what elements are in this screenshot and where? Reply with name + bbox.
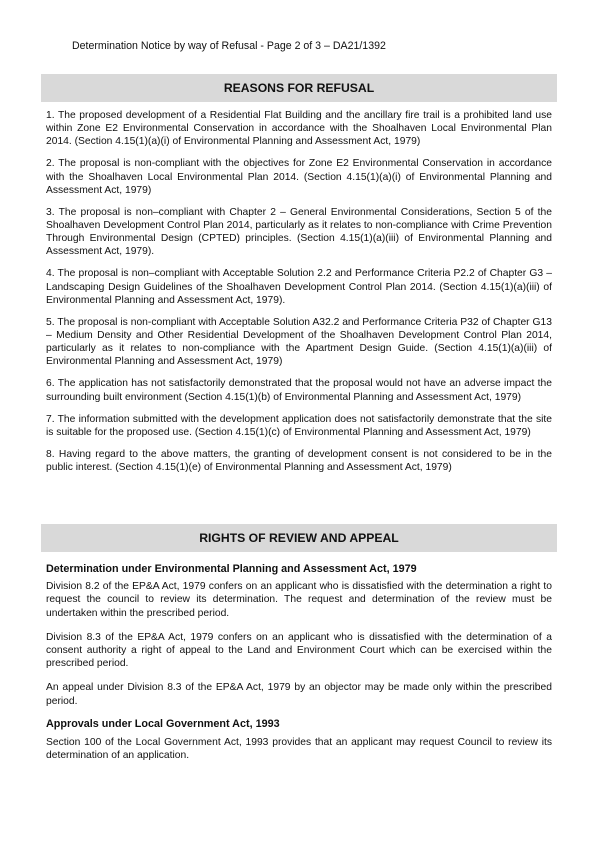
reason-item-8: 8. Having regard to the above matters, the granting of development consent is not considered to be in the public interest. (Section 4.15(1)(e) of Environmental Planning and Assessment Act, 1979)	[46, 448, 552, 474]
rights-title: RIGHTS OF REVIEW AND APPEAL	[199, 531, 399, 545]
lg-act-paragraph-1: Section 100 of the Local Government Act, 1993 provides that an applicant may request Council to review its determination of an application.	[46, 737, 552, 762]
lg-act-heading: Approvals under Local Government Act, 1993	[46, 718, 280, 730]
reason-item-2: 2. The proposal is non-compliant with the objectives for Zone E2 Environmental Conservation in accordance with the Shoalhaven Local Environmental Plan 2014. (Section 4.15(1)(a)(i) of Environmental Planning and Assessment Act, 1979)	[46, 158, 552, 196]
lg-act-section	[46, 718, 552, 763]
reasons-list	[46, 109, 552, 474]
reason-item-3: 3. The proposal is non–compliant with Chapter 2 – General Environmental Considerations, Section 5 of the Shoalhaven Development Control Plan 2014, particularly as it relates to non-compliance with Crime Prevention Through Environmental Design (CPTED) principles. (Section 4.15(1)(a)(iii) of Environmental Planning and Assessment Act, 1979).	[46, 206, 552, 258]
ep-act-paragraph-1: Division 8.2 of the EP&A Act, 1979 confers on an applicant who is dissatisfied with the determination a right to request the council to review its determination. The request and determination of the review must be undertaken within the prescribed period.	[46, 581, 552, 619]
reason-item-5: 5. The proposal is non-compliant with Acceptable Solution A32.2 and Performance Criteria P32 of Chapter G13 – Medium Density and Other Residential Development of the Shoalhaven Development Control Plan 2014, particularly as it relates to non-compliance with the Apartment Design Guide. (Section 4.15(1)(a)(iii) of Environmental Planning and Assessment Act, 1979)	[46, 316, 552, 368]
ep-act-paragraph-2: Division 8.3 of the EP&A Act, 1979 confers on an applicant who is dissatisfied with the determination of a consent authority a right of appeal to the Land and Environment Court which can be exercised within the prescribed period.	[46, 631, 552, 670]
reasons-title: REASONS FOR REFUSAL	[223, 81, 375, 95]
reason-item-6: 6. The application has not satisfactorily demonstrated that the proposal would not have an adverse impact the surrounding built environment (Section 4.15(1)(b) of Environmental Planning and Assessment Act, 1979)	[46, 378, 552, 403]
ep-act-paragraph-3: An appeal under Division 8.3 of the EP&A Act, 1979 by an objector may be made only within the prescribed period.	[46, 682, 552, 707]
ep-act-section	[46, 563, 552, 708]
reason-item-4: 4. The proposal is non–compliant with Acceptable Solution 2.2 and Performance Criteria P2.2 of Chapter G3 – Landscaping Design Guidelines of the Shoalhaven Development Control Plan 2014. (Section 4.15(1)(a)(iii) of Environmental Planning and Assessment Act, 1979).	[46, 268, 552, 306]
page-header: Determination Notice by way of Refusal - Page 2 of 3 – DA21/1392	[72, 40, 386, 52]
reasons-section-heading	[41, 74, 557, 102]
ep-act-heading: Determination under Environmental Planning and Assessment Act, 1979	[46, 563, 417, 575]
reason-item-7: 7. The information submitted with the development application does not satisfactorily demonstrate that the site is suitable for the proposed use. (Section 4.15(1)(c) of Environmental Planning and Assessment Act, 1979)	[46, 413, 552, 438]
rights-section-heading	[41, 524, 557, 552]
reason-item-1: 1. The proposed development of a Residential Flat Building and the ancillary fire trail is a prohibited land use within Zone E2 Environmental Conservation in accordance with the Shoalhaven Local Environmental Plan 2014. (Section 4.15(1)(a)(i) of Environmental Planning and Assessment Act, 1979)	[46, 110, 552, 148]
